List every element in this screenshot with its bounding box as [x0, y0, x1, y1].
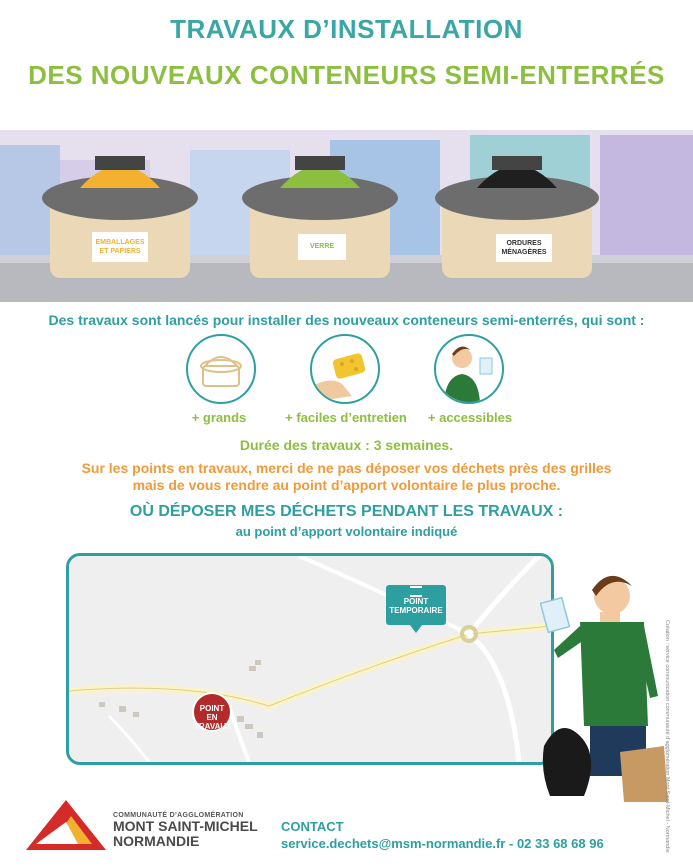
page-title-line1: TRAVAUX D’INSTALLATION	[170, 14, 523, 44]
contact-phone[interactable]: 02 33 68 68 96	[516, 836, 604, 851]
contact-email-link[interactable]: service.dechets@msm-normandie.fr	[281, 836, 506, 851]
warning-text: Sur les points en travaux, merci de ne pas déposer vos déchets près des grilles mais de vous rendre au point d’apport volontaire le plus proche.	[81, 460, 612, 493]
map[interactable]	[66, 553, 554, 765]
contact-line	[281, 836, 604, 851]
question-subtitle: au point d’apport volontaire indiqué	[235, 524, 458, 539]
contact-separator: -	[505, 836, 517, 851]
container-icon	[186, 334, 256, 404]
container-green	[240, 148, 400, 280]
container-yellow	[40, 148, 200, 280]
sponge-icon	[310, 334, 380, 404]
temporary-point-marker[interactable]: POINT TEMPORAIRE	[386, 585, 446, 625]
container-label: EMBALLAGES ET PAPIERS	[92, 232, 148, 262]
work-point-marker[interactable]: POINT EN TRAVAUX	[192, 692, 232, 732]
container-black	[432, 148, 602, 280]
person-icon	[434, 334, 504, 404]
intro-text: Des travaux sont lancés pour installer des nouveaux conteneurs semi-enterrés, qui sont :	[48, 312, 645, 328]
duration-text: Durée des travaux : 3 semaines.	[239, 437, 454, 453]
container-icon	[240, 148, 400, 280]
container-label: VERRE	[298, 234, 346, 260]
contact-label: CONTACT	[281, 819, 344, 834]
feature-label: + faciles d’entretien	[285, 410, 407, 425]
feature-label: + grands	[191, 410, 247, 425]
page-title-line2: DES NOUVEAUX CONTENEURS SEMI-ENTERRÉS	[28, 60, 665, 90]
feature-label: + accessibles	[427, 410, 513, 425]
character-illustration	[540, 556, 670, 802]
question-title: OÙ DÉPOSER MES DÉCHETS PENDANT LES TRAVAUX :	[129, 503, 564, 520]
organisation-logo	[26, 800, 106, 850]
container-label: ORDURES MÉNAGÈRES	[496, 234, 552, 262]
map-roads	[69, 556, 551, 762]
organisation-name: COMMUNAUTÉ D’AGGLOMÉRATION MONT SAINT-MICHEL NORMANDIE	[113, 812, 258, 849]
bin-icon	[386, 585, 446, 597]
credit-text: Création : service communication communauté d’agglomération Mont Saint-Michel - Normandie	[664, 620, 670, 853]
